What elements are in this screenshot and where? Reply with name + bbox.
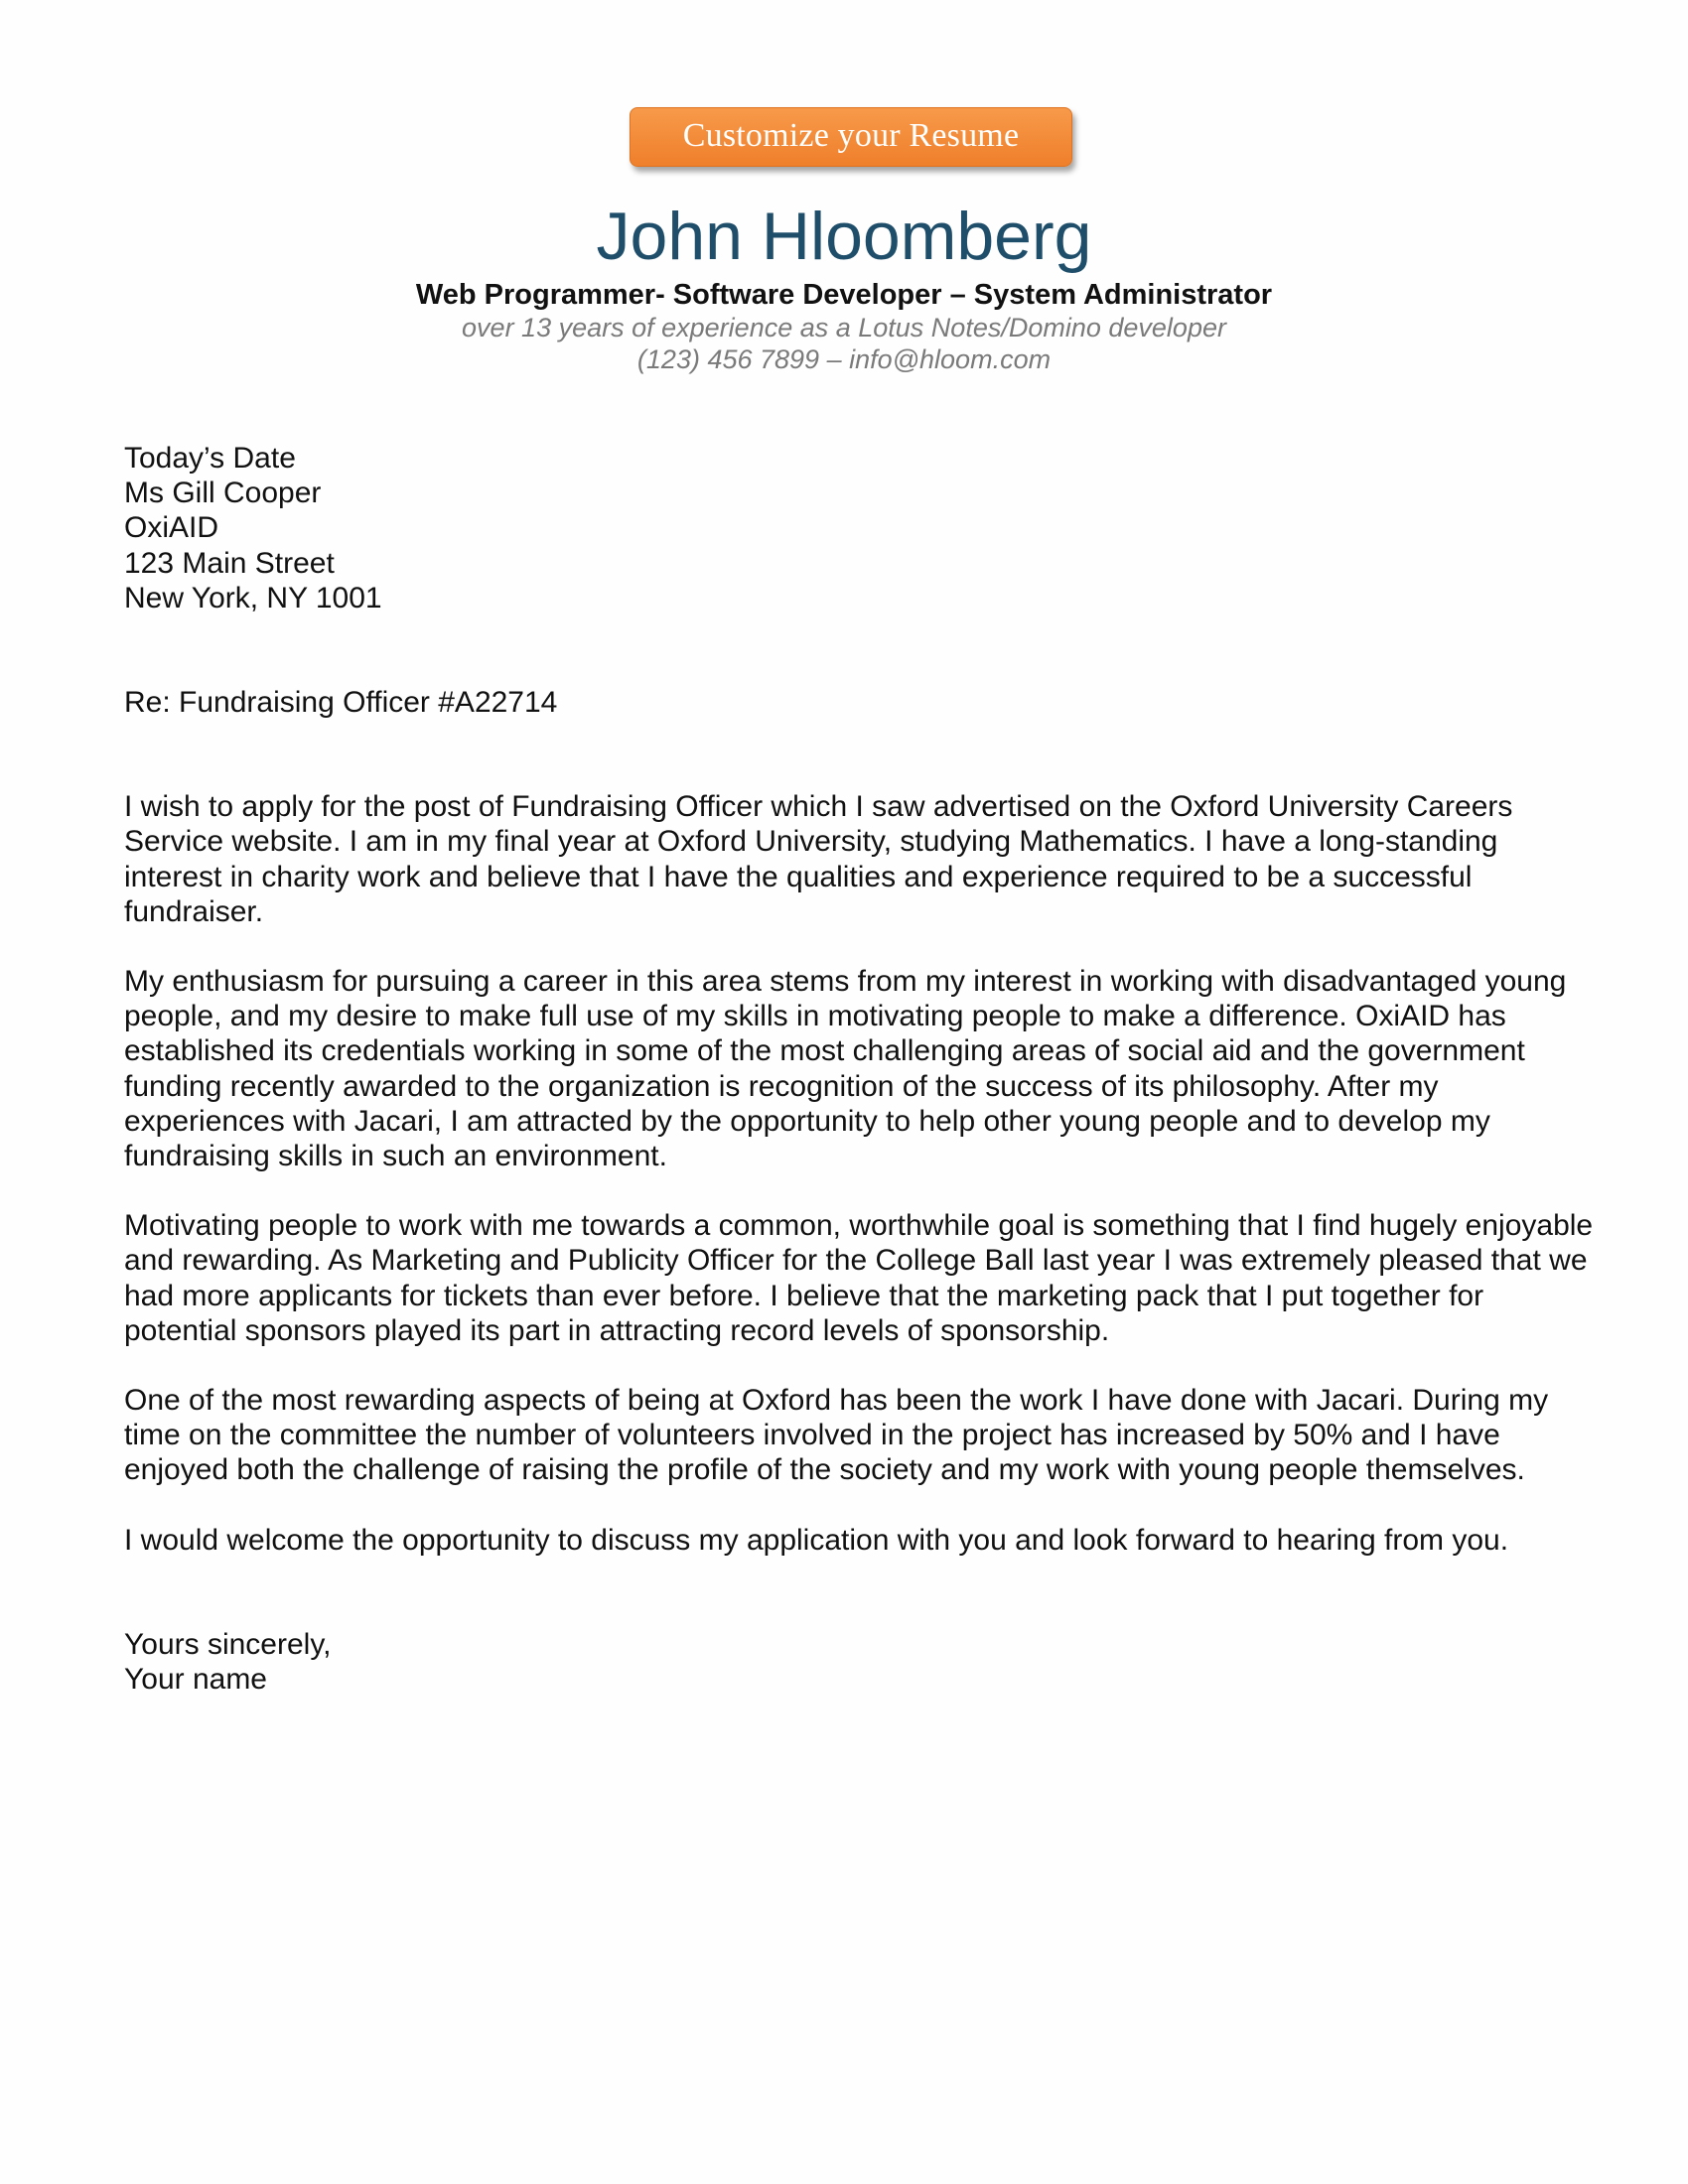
applicant-name: John Hloomberg (596, 199, 1092, 274)
letter-body (124, 441, 1594, 1697)
recipient-name: Ms Gill Cooper (124, 477, 322, 510)
paragraph-experience: Motivating people to work with me towards a common, worthwhile goal is something that I find hugely enjoyable and rewarding. As Marketing and Publicity Officer for the College Ball last year I was extremely pleased that we had more applicants for tickets than ever before. I believe that the marketing pack that I put together for potential sponsors played its part in attracting record levels of sponsorship. (124, 1209, 1594, 1347)
paragraph-closing: I would welcome the opportunity to discuss my application with you and look forward to hearing from you. (124, 1523, 1509, 1557)
recipient-company: OxiAID (124, 511, 219, 545)
recipient-street: 123 Main Street (124, 546, 335, 580)
signature-name: Your name (124, 1663, 267, 1697)
cta-container (0, 107, 1688, 167)
signature-block (124, 1627, 1594, 1697)
experience-summary: over 13 years of experience as a Lotus Notes/Domino developer (462, 313, 1226, 342)
letter-header (0, 195, 1688, 375)
paragraph-intro: I wish to apply for the post of Fundraising Officer which I saw advertised on the Oxford University Careers Service website. I am in my final year at Oxford University, studying Mathematics. I have a long-standing interest in charity work and believe that I have the qualities and experience required to be a successful fundraiser. (124, 790, 1513, 928)
recipient-city: New York, NY 1001 (124, 581, 382, 614)
customize-resume-button[interactable]: Customize your Resume (630, 107, 1072, 167)
contact-info: (123) 456 7899 – info@hloom.com (636, 344, 1052, 374)
paragraph-jacari: One of the most rewarding aspects of being at Oxford has been the work I have done with Jacari. During my time on the committee the number of volunteers involved in the project has increased by 50% and I have enjoyed both the challenge of raising the profile of the society and my work with young people themselves. (124, 1384, 1549, 1487)
paragraph-motivation: My enthusiasm for pursuing a career in this area stems from my interest in working with disadvantaged young people, and my desire to make full use of my skills in motivating people to make a difference. OxiAID has established its credentials working in some of the most challenging areas of social aid and the government funding recently awarded to the organization is recognition of the success of its philosophy. After my experiences with Jacari, I am attracted by the opportunity to help other young people and to develop my fundraising skills in such an environment. (124, 965, 1567, 1173)
recipient-block (124, 441, 1594, 615)
subject-line: Re: Fundraising Officer #A22714 (124, 686, 558, 720)
letter-date: Today’s Date (124, 442, 296, 475)
applicant-title: Web Programmer- Software Developer – System Administrator (415, 279, 1273, 311)
salutation: Yours sincerely, (124, 1627, 332, 1661)
